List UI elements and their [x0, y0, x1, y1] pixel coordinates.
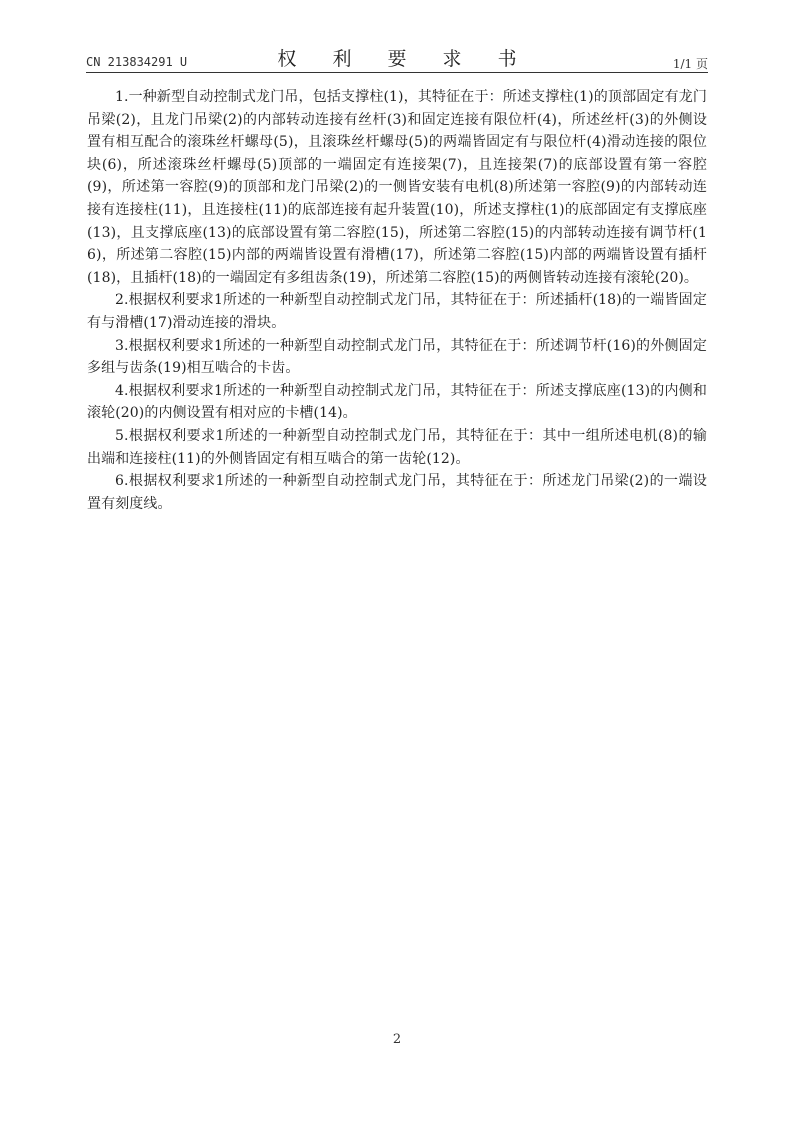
document-title: 权 利 要 求 书 — [277, 48, 532, 70]
claim-5: 5.根据权利要求1所述的一种新型自动控制式龙门吊，其特征在于：其中一组所述电机(8)的输出端和连接柱(11)的外侧皆固定有相互啮合的第一齿轮(12)。 — [87, 427, 707, 467]
claims-body — [87, 86, 707, 515]
page-header — [86, 42, 708, 73]
claim-1: 1.一种新型自动控制式龙门吊，包括支撑柱(1)，其特征在于：所述支撑柱(1)的顶部固定有龙门吊梁(2)，且龙门吊梁(2)的内部转动连接有丝杆(3)和固定连接有限位杆(4)，所述丝杆(3)的外侧设置有相互配合的滚珠丝杆螺母(5)，且滚珠丝杆螺母(5)的两端皆固定有与限位杆(4)滑动连接的限位块(6)，所述滚珠丝杆螺母(5)顶部的一端固定有连接架(7)，且连接架(7)的底部设置有第一容腔(9)，所述第一容腔(9)的顶部和龙门吊梁(2)的一侧皆安装有电机(8)所述第一容腔(9)的内部转动连接有连接柱(11)，且连接柱(11)的底部连接有起升装置(10)，所述支撑柱(1)的底部固定有支撑底座(13)，且支撑底座(13)的底部设置有第二容腔(15)，所述第二容腔(15)的内部转动连接有调节杆(16)，所述第二容腔(15)内部的两端皆设置有滑槽(17)，所述第二容腔(15)内部的两端皆设置有插杆(18)，且插杆(18)的一端固定有多组齿条(19)，所述第二容腔(15)的两侧皆转动连接有滚轮(20)。 — [87, 89, 707, 286]
claim-4: 4.根据权利要求1所述的一种新型自动控制式龙门吊，其特征在于：所述支撑底座(13)的内侧和滚轮(20)的内侧设置有相对应的卡槽(14)。 — [87, 382, 707, 422]
publication-number: CN 213834291 U — [86, 55, 188, 69]
page-indicator: 1/1 页 — [672, 57, 708, 71]
page-number: 2 — [392, 1032, 402, 1047]
claim-2: 2.根据权利要求1所述的一种新型自动控制式龙门吊，其特征在于：所述插杆(18)的一端皆固定有与滑槽(17)滑动连接的滑块。 — [87, 292, 707, 331]
claim-3: 3.根据权利要求1所述的一种新型自动控制式龙门吊，其特征在于：所述调节杆(16)的外侧固定多组与齿条(19)相互啮合的卡齿。 — [87, 337, 707, 377]
claim-6: 6.根据权利要求1所述的一种新型自动控制式龙门吊，其特征在于：所述龙门吊梁(2)的一端设置有刻度线。 — [87, 473, 707, 512]
